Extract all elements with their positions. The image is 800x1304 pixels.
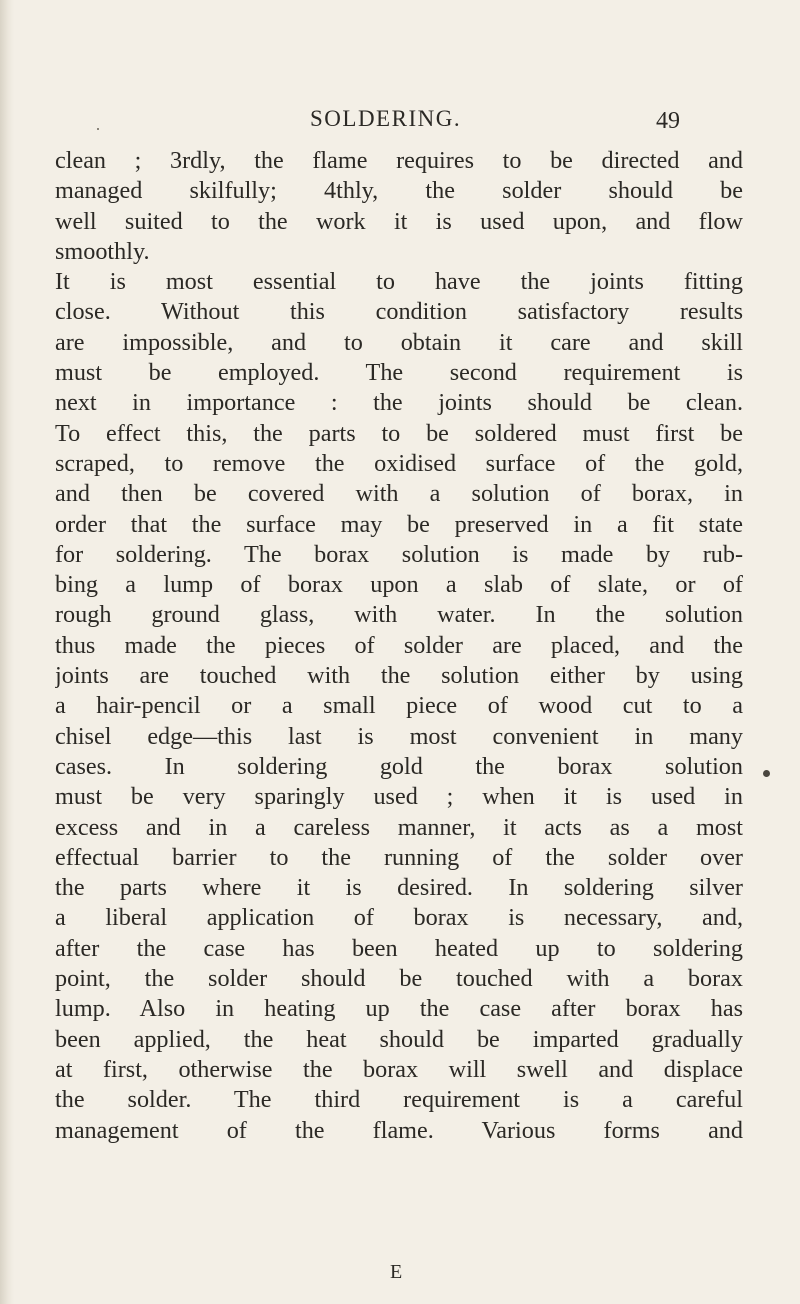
text-line: been applied, the heat should be imparted gradually [55, 1025, 743, 1053]
ink-speck [763, 770, 770, 777]
text-line: must be very sparingly used ; when it is used in [55, 783, 743, 811]
text-line: excess and in a careless manner, it acts as a most [55, 813, 743, 841]
text-line: smoothly. [55, 237, 150, 265]
text-line: at first, otherwise the borax will swell and displace [55, 1055, 743, 1083]
text-line: a liberal application of borax is necessary, and, [55, 904, 743, 932]
text-line: a hair-pencil or a small piece of wood cut to a [55, 692, 743, 720]
text-line: chisel edge—this last is most convenient in many [55, 722, 743, 750]
text-line: clean ; 3rdly, the flame requires to be directed and [55, 147, 743, 174]
text-line: next in importance : the joints should be clean. [55, 389, 743, 417]
text-line: order that the surface may be preserved in a fit state [55, 510, 743, 538]
text-line: after the case has been heated up to soldering [55, 934, 743, 962]
page-gutter-shadow [0, 0, 14, 1304]
text-line: joints are touched with the solution either by using [55, 662, 743, 690]
running-title: SOLDERING. [310, 106, 462, 131]
text-line: close. Without this condition satisfactory results [55, 298, 743, 326]
text-line: the solder. The third requirement is a careful [55, 1086, 743, 1114]
text-line: lump. Also in heating up the case after borax has [55, 995, 743, 1023]
text-line: point, the solder should be touched with a borax [55, 965, 743, 993]
text-line: effectual barrier to the running of the solder over [55, 843, 743, 871]
text-line: managed skilfully; 4thly, the solder should be [55, 177, 743, 205]
text-line: To effect this, the parts to be soldered must first be [55, 419, 743, 447]
text-line: the parts where it is desired. In soldering silver [55, 874, 743, 902]
text-line: cases. In soldering gold the borax solution [55, 752, 743, 780]
text-line: management of the flame. Various forms and [55, 1116, 743, 1144]
text-line: bing a lump of borax upon a slab of slate, or of [55, 571, 743, 599]
text-line: and then be covered with a solution of borax, in [55, 480, 743, 508]
text-line: for soldering. The borax solution is made by rub- [55, 540, 743, 568]
text-line: thus made the pieces of solder are placed, and the [55, 631, 743, 659]
text-line: scraped, to remove the oxidised surface of the gold, [55, 449, 743, 477]
text-line: are impossible, and to obtain it care and skill [55, 328, 743, 356]
text-line: must be employed. The second requirement is [55, 359, 743, 387]
text-line: rough ground glass, with water. In the solution [55, 601, 743, 629]
signature-mark: E [390, 1261, 403, 1283]
text-line: It is most essential to have the joints fitting [55, 268, 743, 296]
running-head [0, 106, 800, 136]
page-number: 49 [656, 108, 680, 134]
body-text [55, 146, 743, 1146]
text-line: well suited to the work it is used upon, and flow [55, 207, 743, 235]
